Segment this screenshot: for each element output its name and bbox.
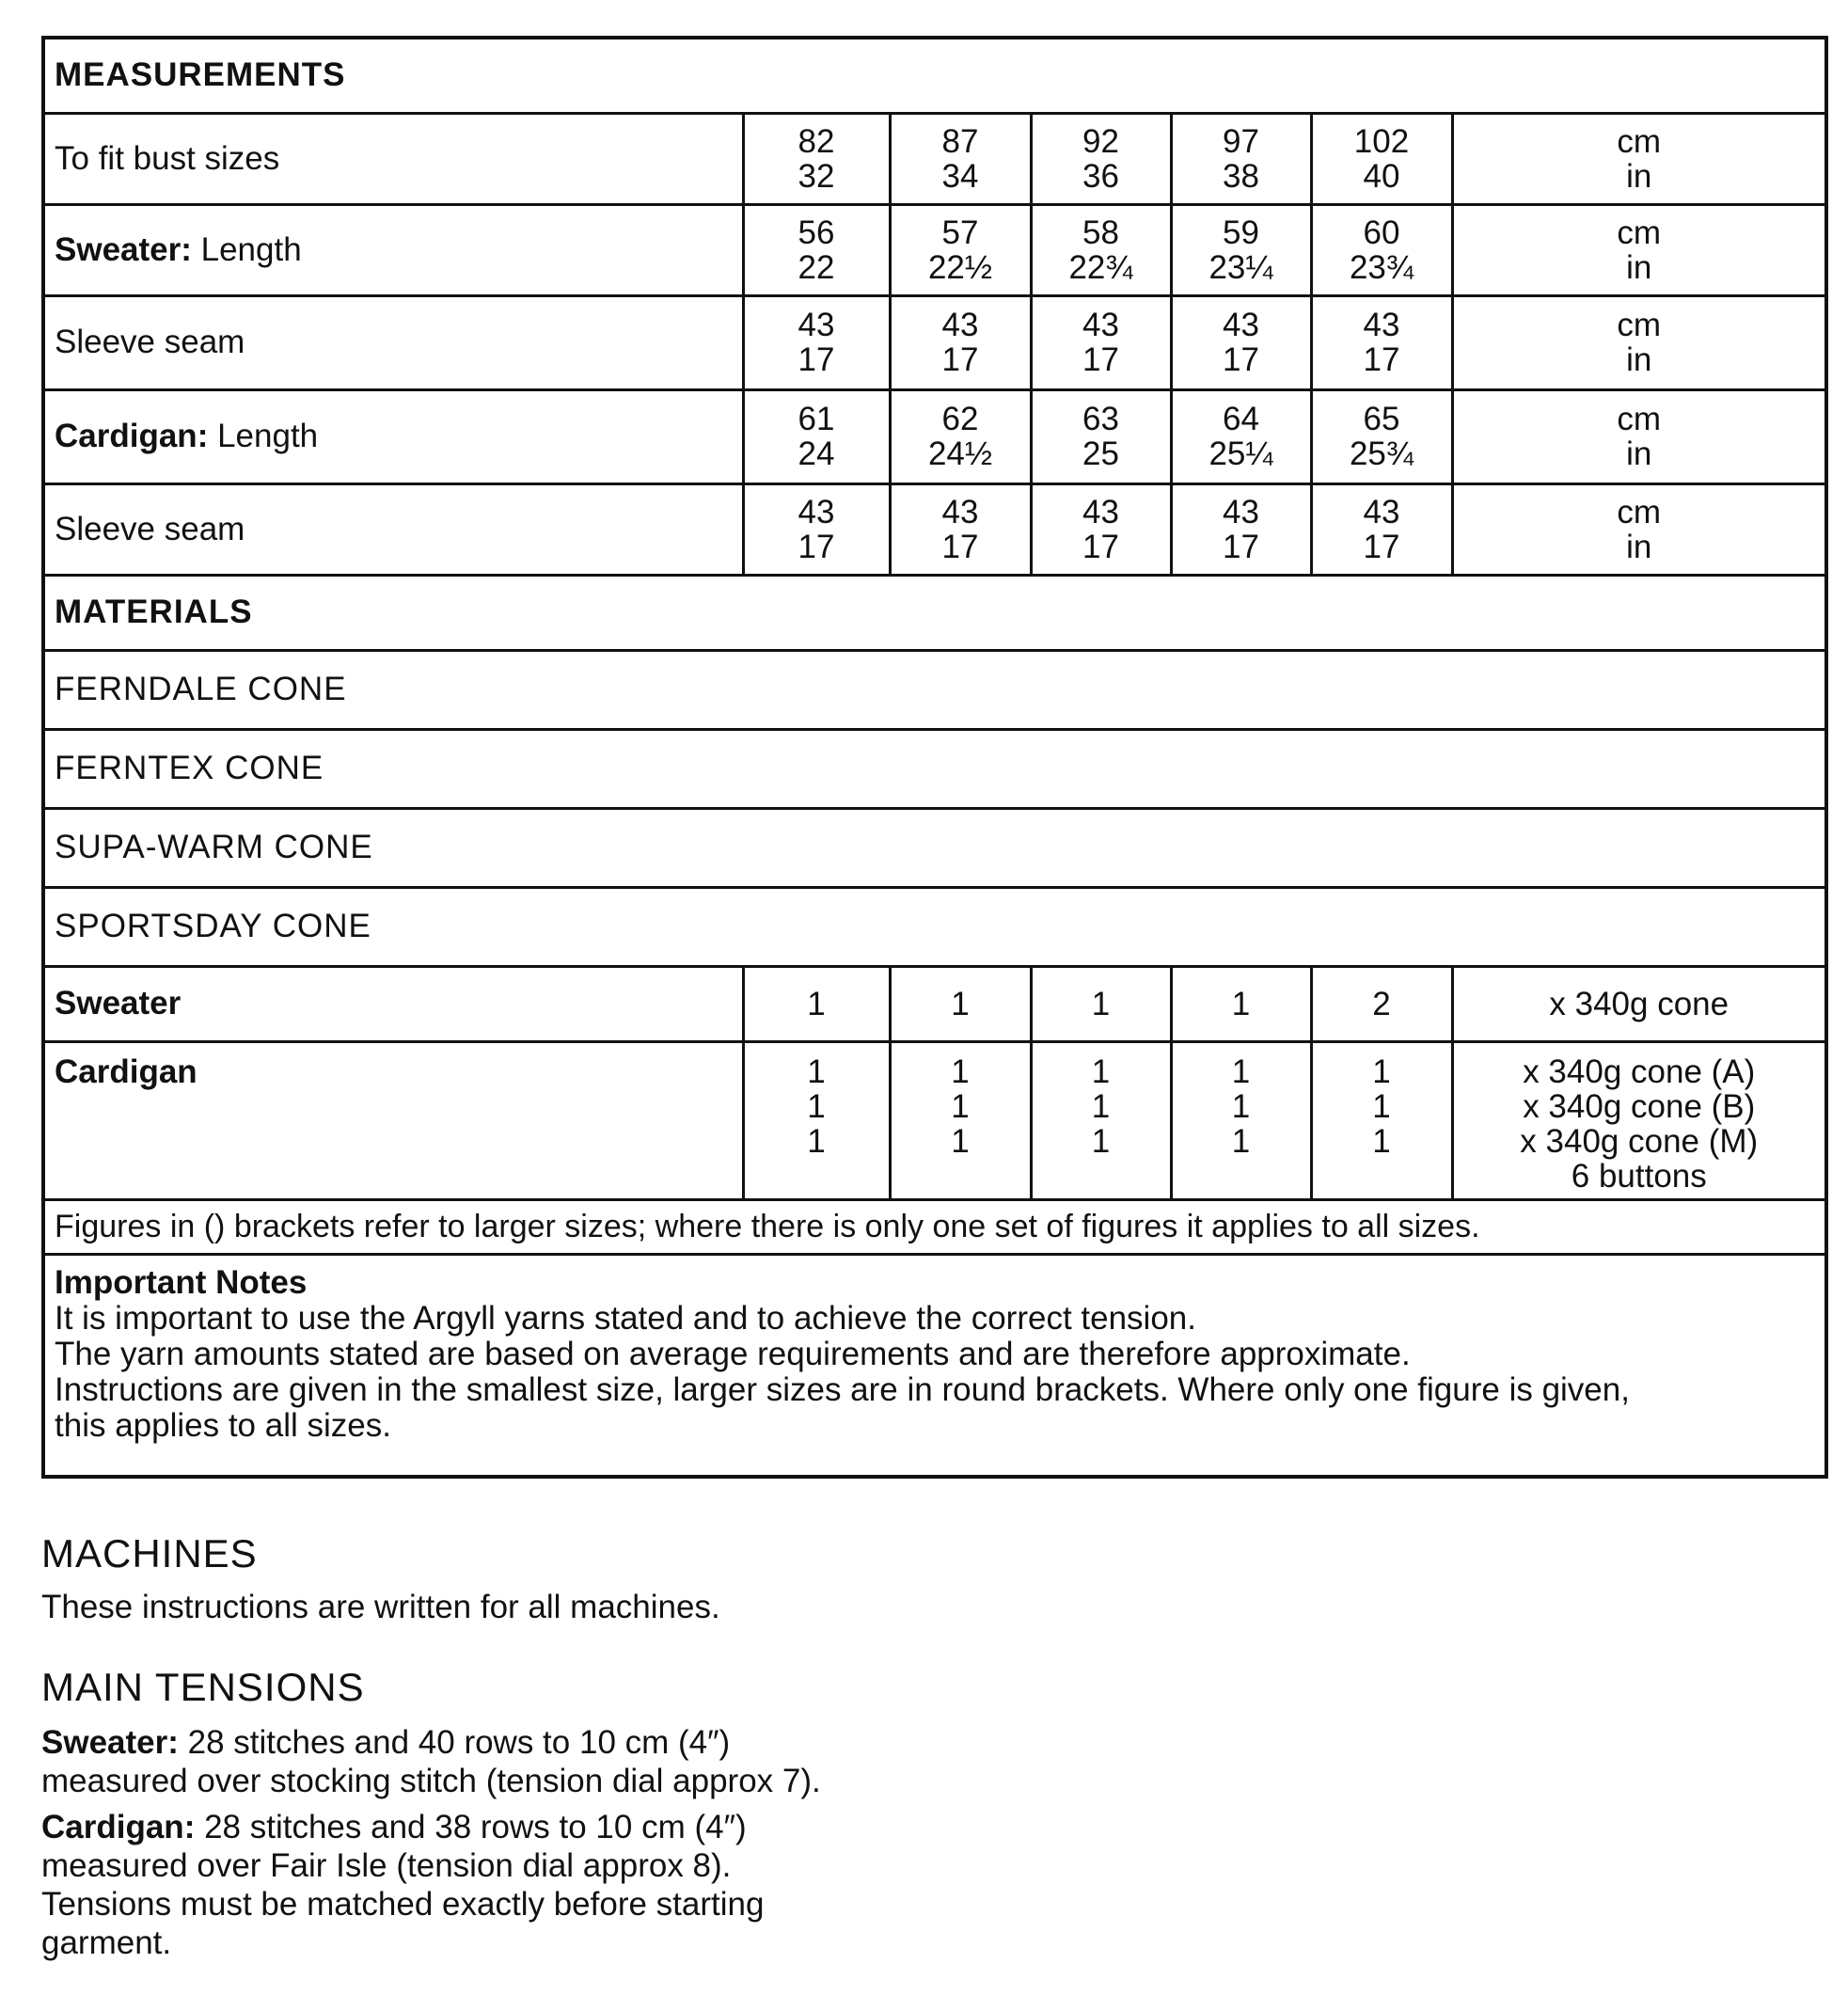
cardigan-tension-line: measured over Fair Isle (tension dial approx 8). [41,1847,732,1884]
value-in: 24½ [927,435,993,472]
cardigan-qty: 1 [1091,1053,1111,1090]
sweater-quantity-row [43,966,1826,1041]
machines-section [41,1531,982,1626]
value-in: 17 [1082,528,1119,565]
value-in: 17 [1223,528,1259,565]
value-cm: 43 [1363,307,1400,343]
cardigan-tension-line: garment. [41,1924,172,1961]
value-cm: 87 [941,122,979,160]
value-in: 22¾ [1068,248,1133,286]
value-in: 17 [1223,341,1259,378]
value-in: 17 [798,528,835,565]
value-cm: 102 [1353,122,1410,160]
measurement-row [43,483,1826,575]
value-cm: 65 [1363,401,1400,437]
cardigan-unit: x 340g cone (B) [1523,1087,1756,1125]
value-cm: 43 [1082,307,1119,343]
value-cm: 62 [941,401,979,437]
cardigan-qty: 1 [1231,1087,1251,1125]
row-label: Sleeve seam [55,324,245,360]
yarn-ferntex: FERNTEX CONE [43,729,1826,808]
sweater-unit: x 340g cone [1452,966,1826,1041]
sweater-qty: 1 [743,966,890,1041]
value-in: 17 [941,341,979,378]
value-cm: 43 [1223,307,1259,343]
specification-table [41,36,1828,1479]
value-in: 24 [798,435,835,472]
cardigan-qty: 1 [1372,1087,1391,1125]
cardigan-qty: 1 [951,1053,970,1090]
value-in: 17 [941,528,979,565]
important-notes-title: Important Notes [55,1263,308,1301]
value-in: 23¼ [1208,248,1273,286]
value-in: 22 [798,248,835,286]
value-in: 17 [798,341,835,378]
value-in: 17 [1082,341,1119,378]
sweater-qty: 1 [890,966,1031,1041]
unit-cm: cm [1617,401,1662,437]
machines-text: These instructions are written for all machines. [41,1589,720,1625]
row-label: Length [208,418,319,454]
note-line: The yarn amounts stated are based on average requirements and are therefore approximate. [55,1335,1411,1372]
value-cm: 64 [1223,401,1259,437]
value-cm: 43 [941,307,979,343]
machines-heading: MACHINES [41,1531,258,1575]
cardigan-qty: 1 [1091,1087,1111,1125]
cardigan-tension-label: Cardigan: [41,1809,196,1845]
note-line: this applies to all sizes. [55,1406,391,1444]
value-in: 22½ [927,248,993,286]
value-in: 17 [1363,528,1400,565]
cardigan-qty: 1 [807,1122,826,1160]
value-cm: 60 [1363,214,1400,251]
value-cm: 63 [1082,401,1119,437]
value-cm: 43 [1082,493,1119,530]
unit-in: in [1626,157,1652,195]
note-line: It is important to use the Argyll yarns stated and to achieve the correct tension. [55,1299,1196,1337]
unit-cm: cm [1617,122,1662,160]
value-in: 38 [1223,157,1259,195]
value-cm: 59 [1223,214,1259,251]
cardigan-qty: 1 [951,1087,970,1125]
tensions-section [41,1665,982,1962]
value-cm: 92 [1082,122,1119,160]
sweater-label: Sweater [43,966,743,1041]
value-cm: 43 [1363,493,1400,530]
value-in: 32 [798,157,835,195]
note-line: Instructions are given in the smallest size, larger sizes are in round brackets. Where only one figure is given, [55,1370,1630,1408]
unit-cm: cm [1617,493,1662,530]
cardigan-tension-line: 28 stitches and 38 rows to 10 cm (4″) [195,1809,747,1845]
value-cm: 57 [941,214,979,251]
measurements-heading: MEASUREMENTS [43,38,1826,113]
value-cm: 43 [798,307,835,343]
cardigan-qty: 1 [951,1122,970,1160]
value-cm: 43 [798,493,835,530]
cardigan-unit: x 340g cone (A) [1523,1053,1756,1090]
value-in: 25¾ [1349,435,1414,472]
value-cm: 61 [798,401,835,437]
value-in: 25¼ [1208,435,1273,472]
sweater-tension-line: measured over stocking stitch (tension dial approx 7). [41,1763,821,1799]
value-in: 23¾ [1349,248,1414,286]
row-label: To fit bust sizes [55,139,280,177]
cardigan-qty: 1 [1231,1053,1251,1090]
sweater-tension-line: 28 stitches and 40 rows to 10 cm (4″) [178,1724,731,1761]
value-in: 34 [941,157,979,195]
value-in: 17 [1363,341,1400,378]
brackets-footnote: Figures in () brackets refer to larger sizes; where there is only one set of figures it applies to all sizes. [43,1199,1826,1254]
cardigan-qty: 1 [1091,1122,1111,1160]
important-notes [43,1254,1826,1477]
cardigan-tension-line: Tensions must be matched exactly before starting [41,1886,765,1923]
unit-cm: cm [1617,214,1662,251]
row-label-bold: Sweater: [55,230,192,268]
value-in: 36 [1082,157,1119,195]
unit-in: in [1626,435,1652,472]
value-in: 25 [1082,435,1119,472]
cardigan-qty: 1 [1231,1122,1251,1160]
row-label: Length [191,230,302,268]
cardigan-qty: 1 [807,1087,826,1125]
yarn-sportsday: SPORTSDAY CONE [43,887,1826,966]
value-cm: 82 [798,122,835,160]
cardigan-qty: 1 [807,1053,826,1090]
sweater-qty: 1 [1031,966,1171,1041]
yarn-supa-warm: SUPA-WARM CONE [43,808,1826,887]
measurement-row [43,204,1826,295]
row-label: Sleeve seam [55,510,245,547]
measurement-row [43,295,1826,389]
unit-in: in [1626,528,1652,565]
unit-in: in [1626,248,1652,286]
cardigan-label: Cardigan [43,1041,743,1199]
sweater-qty: 2 [1311,966,1452,1041]
cardigan-qty: 1 [1372,1053,1391,1090]
value-in: 40 [1363,157,1400,195]
yarn-ferndale: FERNDALE CONE [43,650,1826,729]
cardigan-qty: 1 [1372,1122,1391,1160]
value-cm: 97 [1223,122,1259,160]
cardigan-quantity-row [43,1041,1826,1199]
value-cm: 56 [798,214,835,251]
sweater-tension-label: Sweater: [41,1724,179,1761]
tensions-heading: MAIN TENSIONS [41,1665,365,1709]
row-label-bold: Cardigan: [55,418,209,454]
cardigan-unit: x 340g cone (M) [1520,1122,1759,1160]
materials-heading: MATERIALS [43,575,1826,650]
unit-cm: cm [1617,307,1662,343]
value-cm: 43 [1223,493,1259,530]
measurement-row [43,113,1826,204]
cardigan-unit: 6 buttons [1571,1157,1707,1195]
sweater-qty: 1 [1171,966,1311,1041]
unit-in: in [1626,341,1652,378]
value-cm: 58 [1082,214,1119,251]
measurement-row [43,389,1826,483]
value-cm: 43 [941,493,979,530]
